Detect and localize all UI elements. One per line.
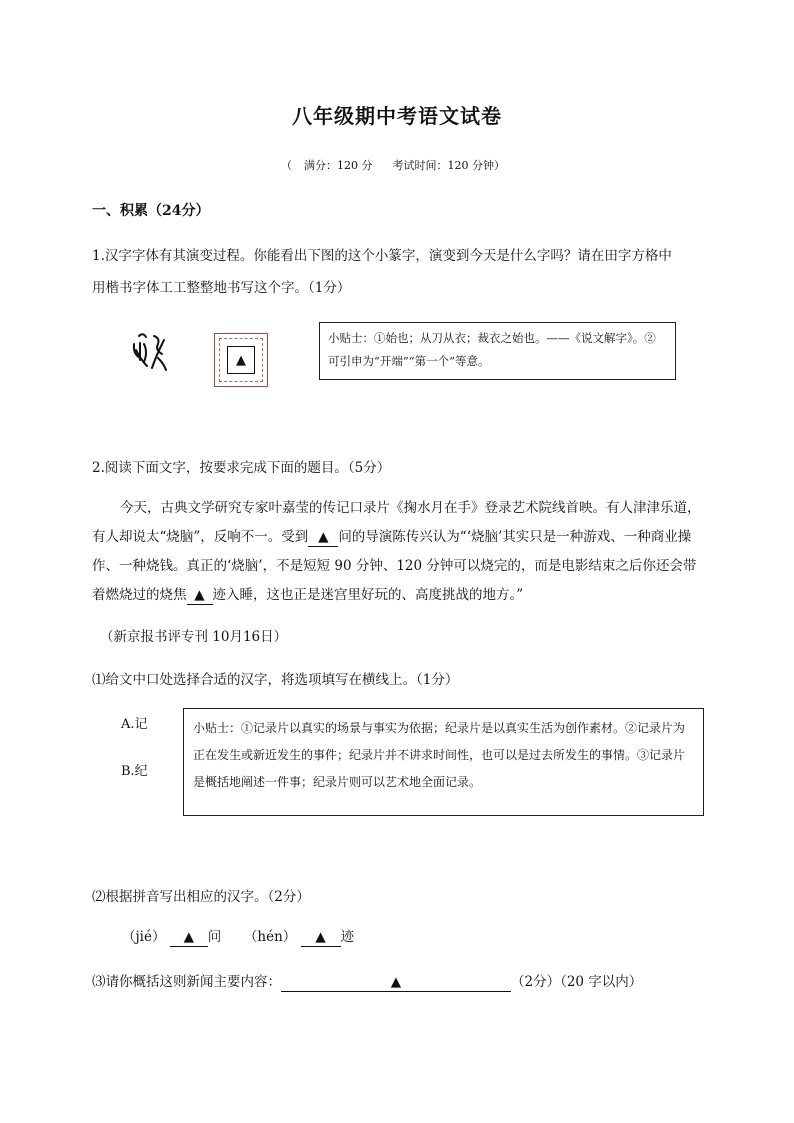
pinyin-jie-after: 问 xyxy=(207,929,222,945)
section-heading-accumulation: 一、积累（24分） xyxy=(92,203,210,219)
q1-tip-box: 小贴士：①始也；从刀从衣；裁衣之始也。——《说文解字》。②可引申为“开端”“第一个”等意。 xyxy=(319,322,676,380)
passage-source: （新京报书评专刊 10月16日） xyxy=(100,629,288,645)
subtitle-open: （ xyxy=(281,159,292,172)
tianzi-grid-answer-box[interactable] xyxy=(214,333,268,387)
q1-text-line1: 1.汉字字体有其演变过程。你能看出下图的这个小篆字，演变到今天是什么字吗？请在田字方格中 xyxy=(92,248,672,264)
pinyin-hen-after: 迹 xyxy=(340,929,355,945)
pinyin-jie: （jié） xyxy=(122,929,166,945)
q2-intro: 2.阅读下面文字，按要求完成下面的题目。（5分） xyxy=(92,460,391,476)
pinyin-hen: （hén） xyxy=(243,929,297,945)
passage-blank1[interactable]: ▲ xyxy=(308,529,338,547)
q2-sub3-blank[interactable]: ▲ xyxy=(281,974,511,992)
exam-title: 八年级期中考语文试卷 xyxy=(292,104,502,128)
option-a[interactable]: A.记 xyxy=(121,717,148,732)
full-score: 满分：120 分 xyxy=(304,159,373,172)
answer-mark: ▲ xyxy=(227,346,255,374)
passage-part2: 问的导演陈传兴认为“‘烧脑’其实只是一种游戏、一种商业操作、一种烧钱。真正的‘烧脑’，不是短短 90 分钟、120 分钟可以烧完的，而是电影结束之后你还会带着燃烧过的烧焦 xyxy=(92,529,697,603)
q2-sub1-tip-box: 小贴士：①记录片以真实的场景与事实为依据；纪录片是以真实生活为创作素材。②记录片为正在发生或新近发生的事件；纪录片并不讲求时间性，也可以是过去所发生的事情。③记录片是概括地阐述一件事；纪录片则可以艺术地全面记录。 xyxy=(183,708,704,816)
q2-sub2-pinyin-row xyxy=(122,925,354,947)
pinyin-jie-blank[interactable]: ▲ xyxy=(170,929,208,947)
q2-sub1-label: ⑴给文中口处选择合适的汉字，将选项填写在横线上。（1分） xyxy=(92,672,459,688)
passage-part1: 今天，古典文学研究专家叶嘉莹的传记口录片《掬水月在手》登录艺术院线首映。有人津津乐道，有人却说太“烧脑”，反响不一。受到 xyxy=(92,500,701,545)
option-b[interactable]: B.纪 xyxy=(121,764,148,779)
q2-sub3-label: ⑶请你概括这则新闻主要内容： xyxy=(92,974,281,990)
passage-part3: 迹入睡，这也正是迷宫里好玩的、高度挑战的地方。” xyxy=(212,587,524,603)
seal-script-character-icon xyxy=(130,330,172,374)
q1-text-line2: 用楷书字体工工整整地书写这个字。（1分） xyxy=(92,280,351,296)
exam-time: 考试时间：120 分钟） xyxy=(392,159,505,172)
q2-sub2-label: ⑵根据拼音写出相应的汉字。（2分） xyxy=(92,889,310,905)
pinyin-hen-blank[interactable]: ▲ xyxy=(301,929,341,947)
q2-sub3-row xyxy=(92,970,642,992)
q2-sub3-score: （2分）（20 字以内） xyxy=(511,974,643,990)
exam-subtitle xyxy=(0,157,794,173)
passage-blank2[interactable]: ▲ xyxy=(187,587,213,605)
q2-passage xyxy=(92,494,702,610)
